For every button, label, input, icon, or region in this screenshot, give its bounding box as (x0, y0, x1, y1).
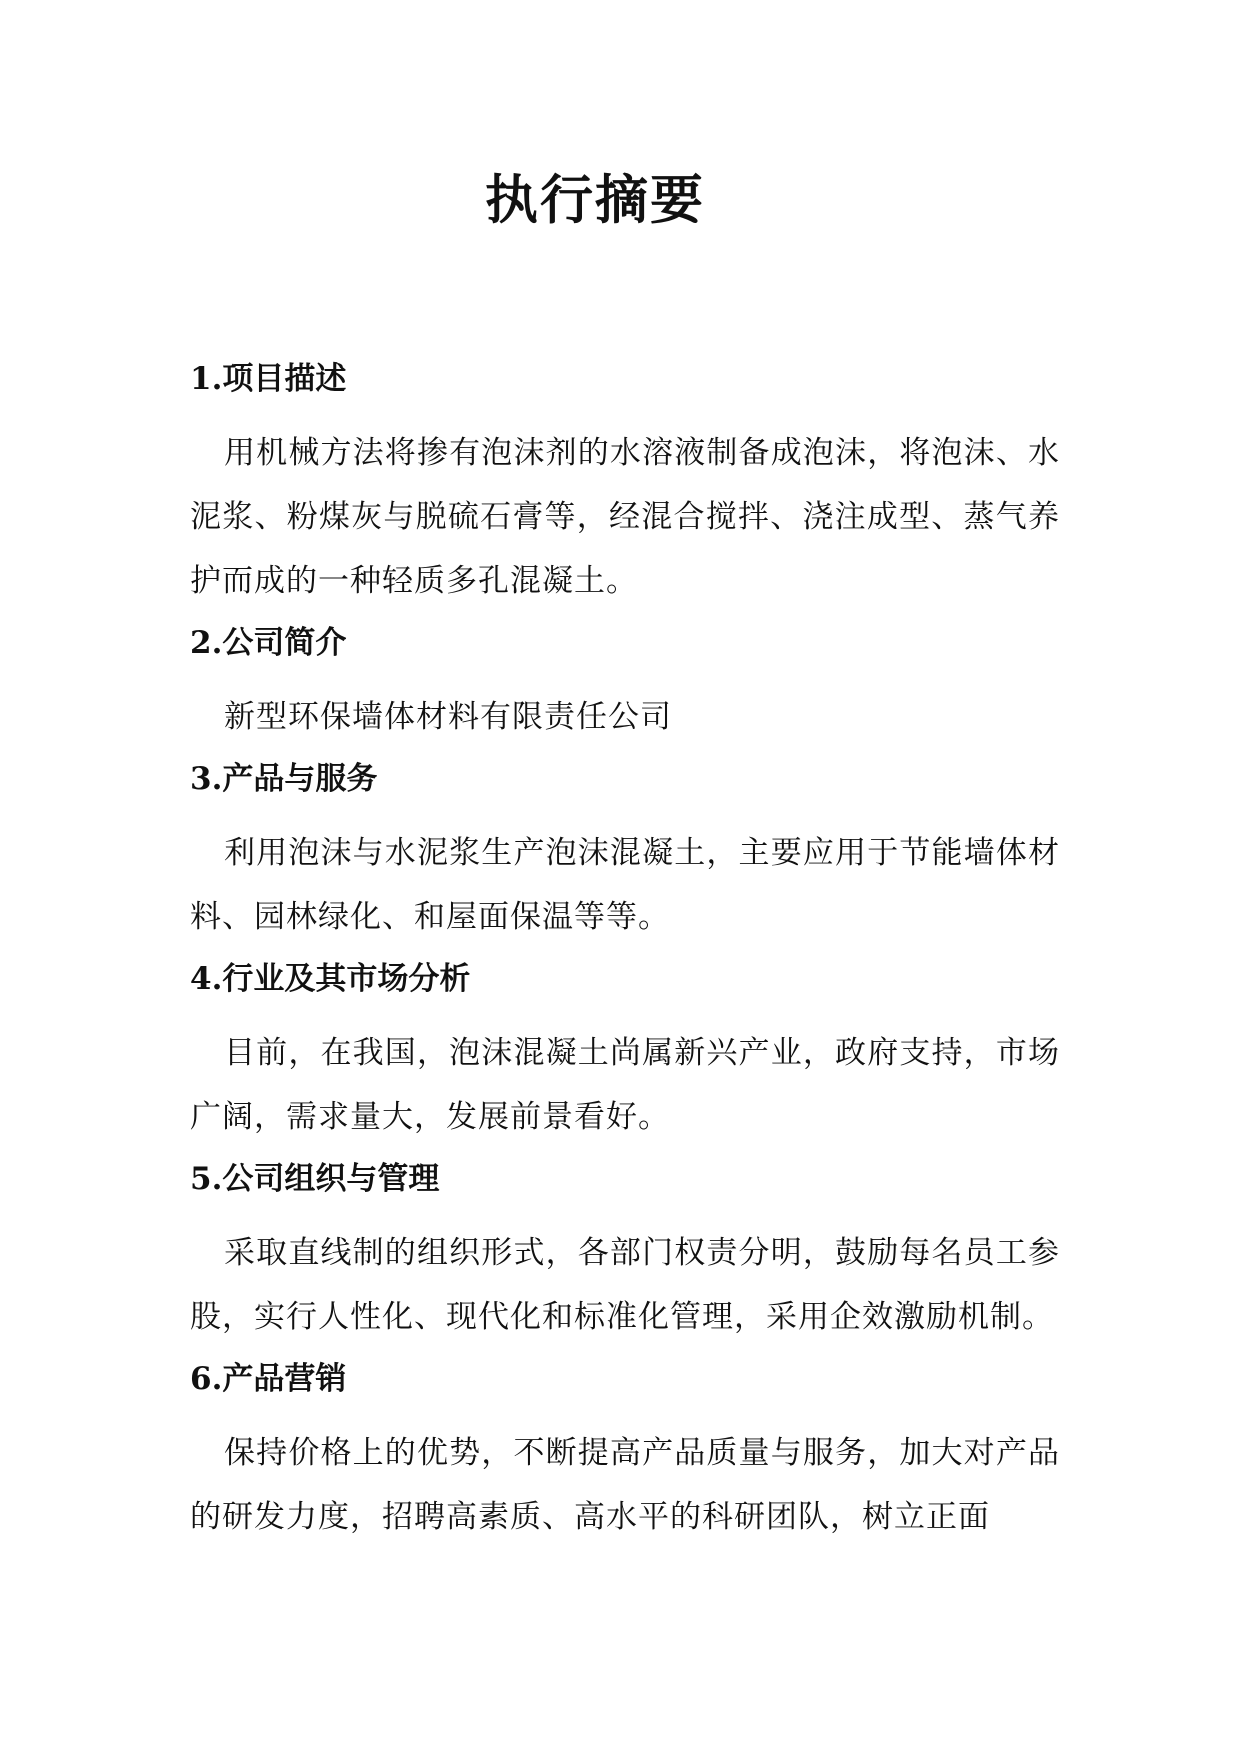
section-product-marketing (190, 1355, 1060, 1549)
section-heading: 1.项目描述 (190, 361, 347, 397)
section-paragraph: 保持价格上的优势，不断提高产品质量与服务，加大对产品的研发力度，招聘高素质、高水平的科研团队，树立正面 (190, 1435, 1060, 1535)
section-heading: 2.公司简介 (190, 625, 347, 661)
section-products-services (190, 755, 1060, 949)
section-company-profile (190, 619, 1060, 749)
document-body (190, 355, 1060, 1549)
section-heading: 4.行业及其市场分析 (190, 961, 471, 997)
section-paragraph: 利用泡沫与水泥浆生产泡沫混凝土，主要应用于节能墙体材料、园林绿化、和屋面保温等等。 (190, 835, 1060, 935)
page-title: 执行摘要 (485, 169, 705, 231)
section-heading: 6.产品营销 (190, 1361, 347, 1397)
section-heading: 5.公司组织与管理 (190, 1161, 440, 1197)
section-paragraph: 新型环保墙体材料有限责任公司 (224, 699, 672, 735)
section-heading: 3.产品与服务 (190, 761, 378, 797)
section-paragraph: 用机械方法将掺有泡沫剂的水溶液制备成泡沫，将泡沫、水泥浆、粉煤灰与脱硫石膏等，经混合搅拌、浇注成型、蒸气养护而成的一种轻质多孔混凝土。 (190, 435, 1060, 599)
section-paragraph: 采取直线制的组织形式，各部门权责分明，鼓励每名员工参股，实行人性化、现代化和标准化管理，采用企效激励机制。 (190, 1235, 1060, 1335)
section-paragraph: 目前，在我国，泡沫混凝土尚属新兴产业，政府支持，市场广阔，需求量大，发展前景看好。 (190, 1035, 1060, 1135)
section-market-analysis (190, 955, 1060, 1149)
section-project-description (190, 355, 1060, 613)
section-organization-management (190, 1155, 1060, 1349)
